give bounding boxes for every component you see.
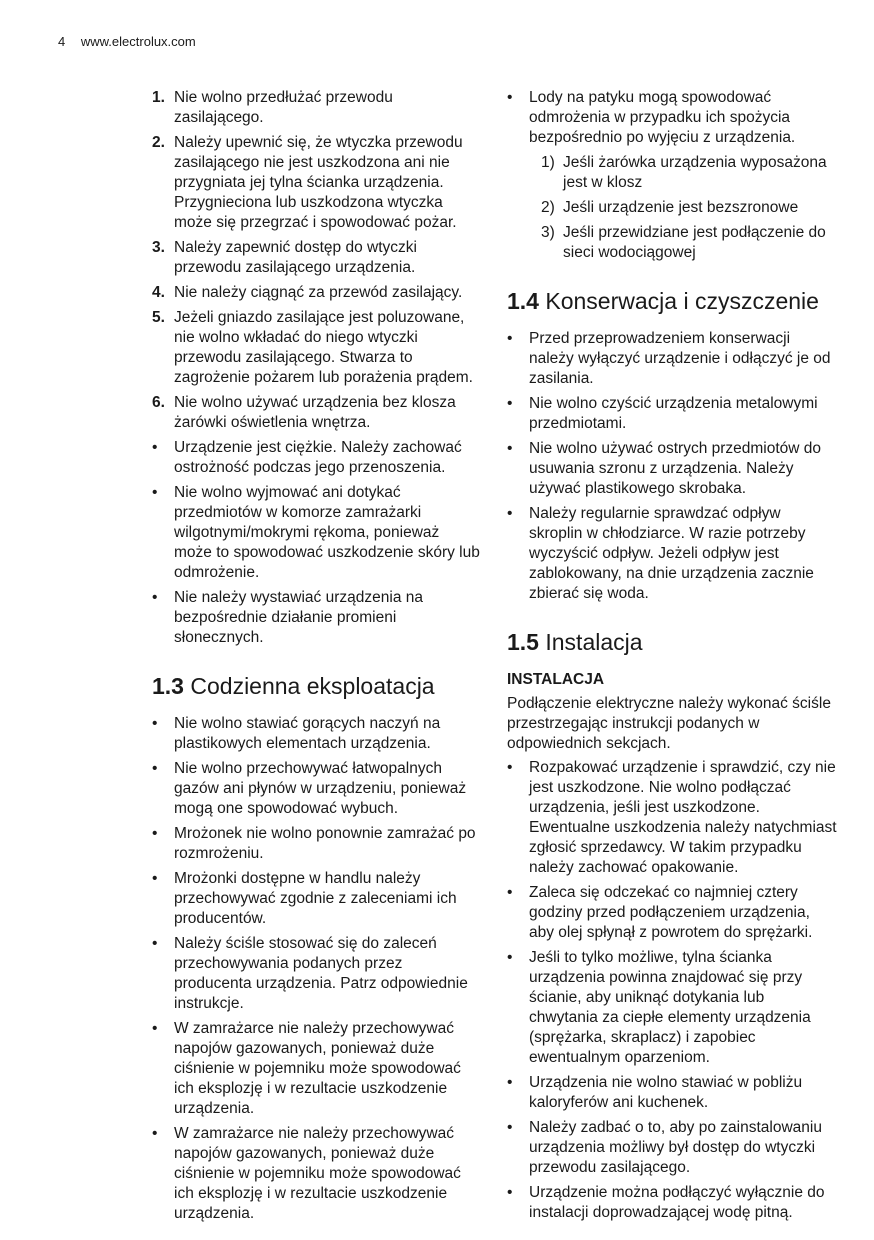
bullet-marker: 2) <box>541 199 555 216</box>
numbered-list <box>152 88 480 433</box>
list-item-text: Lody na patyku mogą spowodować odmrożenia w przypadku ich spożycia bezpośrednio po wyjęciu z urządzenia. <box>529 89 796 146</box>
sub-list-item <box>507 223 837 263</box>
list-item <box>152 133 480 233</box>
page-number: 4 <box>58 34 66 49</box>
list-item-text: Należy zapewnić dostęp do wtyczki przewodu zasilającego urządzenia. <box>174 239 417 276</box>
list-item-text: W zamrażarce nie należy przechowywać napojów gazowanych, ponieważ duże ciśnienie w pojemniku może spowodować ich eksplozję i w rezultacie uszkodzenie urządzenia. <box>174 1020 461 1117</box>
list-item-text: Nie wolno używać ostrych przedmiotów do usuwania szronu z urządzenia. Należy używać plastikowego skrobaka. <box>529 440 822 497</box>
list-item-text: Mrożonki dostępne w handlu należy przechowywać zgodnie z zaleceniami ich producentów. <box>174 870 457 927</box>
bullet-marker: • <box>152 935 158 952</box>
list-item <box>152 1124 480 1224</box>
bullet-marker: • <box>507 949 513 966</box>
list-item-text: Mrożonek nie wolno ponownie zamrażać po rozmrożeniu. <box>174 825 476 862</box>
sub-list <box>507 153 837 263</box>
section-heading-1-3 <box>152 672 480 700</box>
list-item <box>507 88 837 148</box>
item-number: 5. <box>152 309 165 326</box>
list-item-text: Nie wolno przedłużać przewodu zasilającego. <box>174 89 393 126</box>
list-item-text: Urządzenie można podłączyć wyłącznie do instalacji doprowadzającej wodę pitną. <box>529 1184 825 1221</box>
list-item-text: Nie należy wystawiać urządzenia na bezpośrednie działanie promieni słonecznych. <box>174 589 423 646</box>
item-number: 3. <box>152 239 165 256</box>
list-item <box>507 758 837 878</box>
bullet-marker: • <box>507 1184 513 1201</box>
list-item-text: Należy ściśle stosować się do zaleceń przechowywania podanych przez producenta urządzenia. Patrz odpowiednie instrukcje. <box>174 935 468 1012</box>
bullet-marker: • <box>507 505 513 522</box>
list-item-text: Jeśli urządzenie jest bezszronowe <box>563 199 799 216</box>
list-item-text: Jeśli przewidziane jest podłączenie do sieci wodociągowej <box>563 224 826 261</box>
item-number: 6. <box>152 394 165 411</box>
bullet-marker: • <box>507 759 513 776</box>
subheading: INSTALACJA <box>507 671 605 688</box>
item-number: 4. <box>152 284 165 301</box>
list-item <box>507 948 837 1068</box>
list-item <box>152 759 480 819</box>
bullet-marker: • <box>507 89 513 106</box>
bullet-marker: • <box>507 884 513 901</box>
bullet-marker: • <box>152 1020 158 1037</box>
bullet-marker: • <box>152 715 158 732</box>
list-item-text: Urządzenia nie wolno stawiać w pobliżu kaloryferów ani kuchenek. <box>529 1074 803 1111</box>
list-item-text: Rozpakować urządzenie i sprawdzić, czy nie jest uszkodzone. Nie wolno podłączać urządzenia, jeśli jest uszkodzone. Ewentualne uszkodzenia należy natychmiast zgłosić sprzedawcy. W takim przypadku należy zachować opakowanie. <box>529 759 837 876</box>
list-item <box>507 329 837 389</box>
list-item-text: Jeśli to tylko możliwe, tylna ścianka urządzenia powinna znajdować się przy ścianie, aby uniknąć dotykania lub chwytania za ciepłe elementy urządzenia (sprężarka, skraplacz) i zapobiec ewentualnym oparzeniom. <box>529 949 811 1066</box>
list-item <box>152 824 480 864</box>
list-item-text: Urządzenie jest ciężkie. Należy zachować ostrożność podczas jego przenoszenia. <box>174 439 462 476</box>
bullet-marker: • <box>507 1119 513 1136</box>
list-item-text: Należy regularnie sprawdzać odpływ skroplin w chłodziarce. W razie potrzeby wyczyścić odpływ. Jeżeli odpływ jest zablokowany, na dnie urządzenia zacznie zbierać się woda. <box>529 505 814 602</box>
sub-list-item <box>507 153 837 193</box>
bullet-marker: • <box>152 870 158 887</box>
list-item <box>507 1073 837 1113</box>
list-item <box>152 393 480 433</box>
list-item-text: Należy zadbać o to, aby po zainstalowaniu urządzenia możliwy był dostęp do wtyczki przewodu zasilającego. <box>529 1119 822 1176</box>
list-item <box>152 308 480 388</box>
list-item <box>152 438 480 478</box>
bullet-list-1-3 <box>152 714 480 1224</box>
bullet-marker: • <box>152 484 158 501</box>
bullet-marker: • <box>507 440 513 457</box>
bullet-marker: • <box>152 439 158 456</box>
section-number: 1.3 <box>152 673 184 699</box>
website-link[interactable]: www.electrolux.com <box>80 34 196 49</box>
section-heading-1-5 <box>507 628 837 656</box>
list-item <box>507 1183 837 1223</box>
section-number: 1.4 <box>507 288 539 314</box>
list-item <box>152 588 480 648</box>
list-item-text: Jeśli żarówka urządzenia wyposażona jest w klosz <box>563 154 827 191</box>
list-item-text: Należy upewnić się, że wtyczka przewodu zasilającego nie jest uszkodzona ani nie przygniata jej tylna ścianka urządzenia. Przygnieciona lub uszkodzona wtyczka może się przegrzać i spowodować pożar. <box>174 134 463 231</box>
section-number: 1.5 <box>507 629 539 655</box>
bullet-marker: • <box>152 1125 158 1142</box>
bullet-marker: • <box>507 1074 513 1091</box>
list-item <box>507 883 837 943</box>
bullet-marker: 1) <box>541 154 555 171</box>
list-item <box>152 934 480 1014</box>
item-number: 2. <box>152 134 165 151</box>
section-heading-1-4 <box>507 287 837 315</box>
list-item-text: Przed przeprowadzeniem konserwacji należy wyłączyć urządzenie i odłączyć je od zasilania. <box>529 330 831 387</box>
list-item <box>507 394 837 434</box>
bullet-list-1-5 <box>507 758 837 1223</box>
list-item <box>152 88 480 128</box>
right-column <box>507 88 837 1228</box>
list-item-text: W zamrażarce nie należy przechowywać napojów gazowanych, ponieważ duże ciśnienie w pojemniku może spowodować ich eksplozję i w rezultacie uszkodzenie urządzenia. <box>174 1125 461 1222</box>
section-title: Konserwacja i czyszczenie <box>545 288 819 314</box>
list-item-text: Zaleca się odczekać co najmniej cztery godziny przed podłączeniem urządzenia, aby olej spłynął z powrotem do sprężarki. <box>529 884 813 941</box>
intro-paragraph: Podłączenie elektryczne należy wykonać ściśle przestrzegając instrukcji podanych w odpowiednich sekcjach. <box>507 695 831 752</box>
sub-list-item <box>507 198 837 218</box>
list-item-text: Nie wolno przechowywać łatwopalnych gazów ani płynów w urządzeniu, ponieważ mogą one spowodować wybuch. <box>174 760 467 817</box>
bullet-list <box>152 438 480 648</box>
list-item <box>152 238 480 278</box>
list-item <box>507 1118 837 1178</box>
list-item <box>507 504 837 604</box>
left-column <box>152 88 480 1229</box>
bullet-marker: • <box>152 825 158 842</box>
section-title: Instalacja <box>545 629 643 655</box>
list-item-text: Nie wolno stawiać gorących naczyń na plastikowych elementach urządzenia. <box>174 715 441 752</box>
item-number: 1. <box>152 89 165 106</box>
list-item-text: Jeżeli gniazdo zasilające jest poluzowane, nie wolno wkładać do niego wtyczki przewodu zasilającego. Stwarza to zagrożenie pożarem lub porażenia prądem. <box>174 309 473 386</box>
list-item-text: Nie wolno czyścić urządzenia metalowymi przedmiotami. <box>529 395 818 432</box>
section-title: Codzienna eksploatacja <box>190 673 435 699</box>
bullet-marker: • <box>152 760 158 777</box>
page-header <box>58 34 196 49</box>
bullet-marker: • <box>507 395 513 412</box>
bullet-marker: • <box>152 589 158 606</box>
list-item-text: Nie wolno wyjmować ani dotykać przedmiotów w komorze zamrażarki wilgotnymi/mokrymi rękoma, ponieważ może to spowodować uszkodzenie skóry lub odmrożenie. <box>174 484 480 581</box>
bullet-list-1-4 <box>507 329 837 604</box>
list-item <box>152 714 480 754</box>
list-item-text: Nie wolno używać urządzenia bez klosza żarówki oświetlenia wnętrza. <box>174 394 456 431</box>
bullet-marker: 3) <box>541 224 555 241</box>
list-item <box>152 869 480 929</box>
list-item <box>507 439 837 499</box>
list-item <box>152 483 480 583</box>
list-item <box>152 1019 480 1119</box>
list-item <box>152 283 480 303</box>
list-item-text: Nie należy ciągnąć za przewód zasilający. <box>174 284 463 301</box>
bullet-marker: • <box>507 330 513 347</box>
